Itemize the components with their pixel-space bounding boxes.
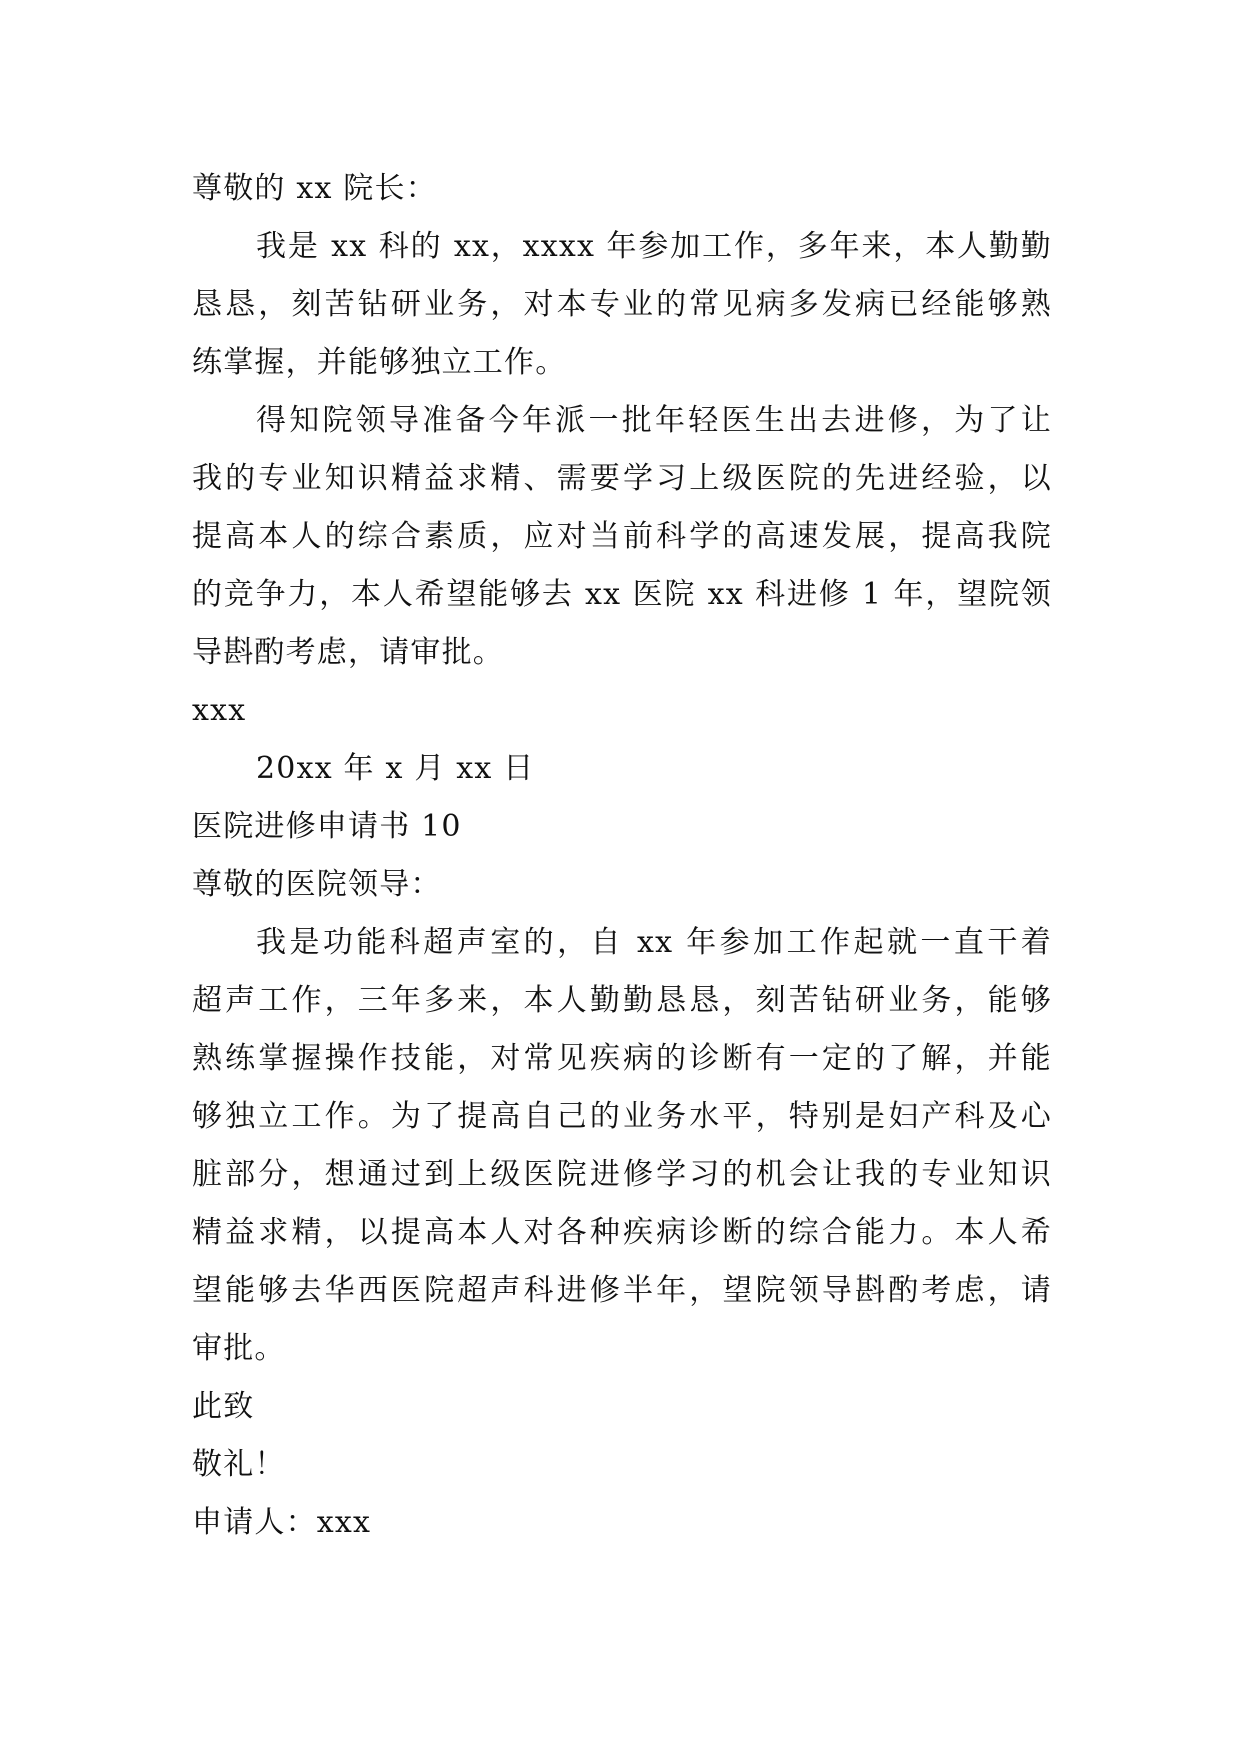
letter2-applicant: 申请人：xxx xyxy=(192,1505,372,1540)
letter1-salutation: 尊敬的 xx 院长： xyxy=(192,171,437,206)
letter2-para1-line2: 超声工作，三年多来，本人勤勤恳恳，刻苦钻研业务，能够 xyxy=(192,983,1052,1018)
letter1-para1-line1: 我是 xx 科的 xx，xxxx 年参加工作，多年来，本人勤勤 xyxy=(256,229,1052,264)
letter2-para1-line1: 我是功能科超声室的，自 xx 年参加工作起就一直干着 xyxy=(256,925,1052,960)
letter1-para1-line3: 练掌握，并能够独立工作。 xyxy=(192,345,567,380)
letter2-para1-line3: 熟练掌握操作技能，对常见疾病的诊断有一定的了解，并能 xyxy=(192,1041,1052,1076)
letter1-para2-line4: 的竞争力，本人希望能够去 xx 医院 xx 科进修 1 年，望院领 xyxy=(192,577,1052,612)
letter2-salutation: 尊敬的医院领导： xyxy=(192,867,442,902)
letter1-para2-line3: 提高本人的综合素质，应对当前科学的高速发展，提高我院 xyxy=(192,519,1052,554)
letter1-para2-line5: 导斟酌考虑，请审批。 xyxy=(192,635,504,670)
letter1-para2-line2: 我的专业知识精益求精、需要学习上级医院的先进经验，以 xyxy=(192,461,1052,496)
letter2-para1-line7: 望能够去华西医院超声科进修半年，望院领导斟酌考虑，请 xyxy=(192,1273,1052,1308)
letter2-para1-line5: 脏部分，想通过到上级医院进修学习的机会让我的专业知识 xyxy=(192,1157,1052,1192)
letter1-signature: xxx xyxy=(192,693,247,728)
letter2-title: 医院进修申请书 10 xyxy=(192,809,462,844)
document-body xyxy=(192,160,1052,1552)
letter1-para1-line2: 恳恳，刻苦钻研业务，对本专业的常见病多发病已经能够熟 xyxy=(192,287,1052,322)
letter2-para1-line8: 审批。 xyxy=(192,1331,286,1366)
letter2-para1-line4: 够独立工作。为了提高自己的业务水平，特别是妇产科及心 xyxy=(192,1099,1052,1134)
letter1-para2-line1: 得知院领导准备今年派一批年轻医生出去进修，为了让 xyxy=(256,403,1052,438)
letter2-closing-1: 此致 xyxy=(192,1389,255,1424)
letter2-closing-2: 敬礼！ xyxy=(192,1447,286,1482)
letter2-para1-line6: 精益求精，以提高本人对各种疾病诊断的综合能力。本人希 xyxy=(192,1215,1052,1250)
letter1-date: 20xx 年 x 月 xx 日 xyxy=(256,751,535,786)
